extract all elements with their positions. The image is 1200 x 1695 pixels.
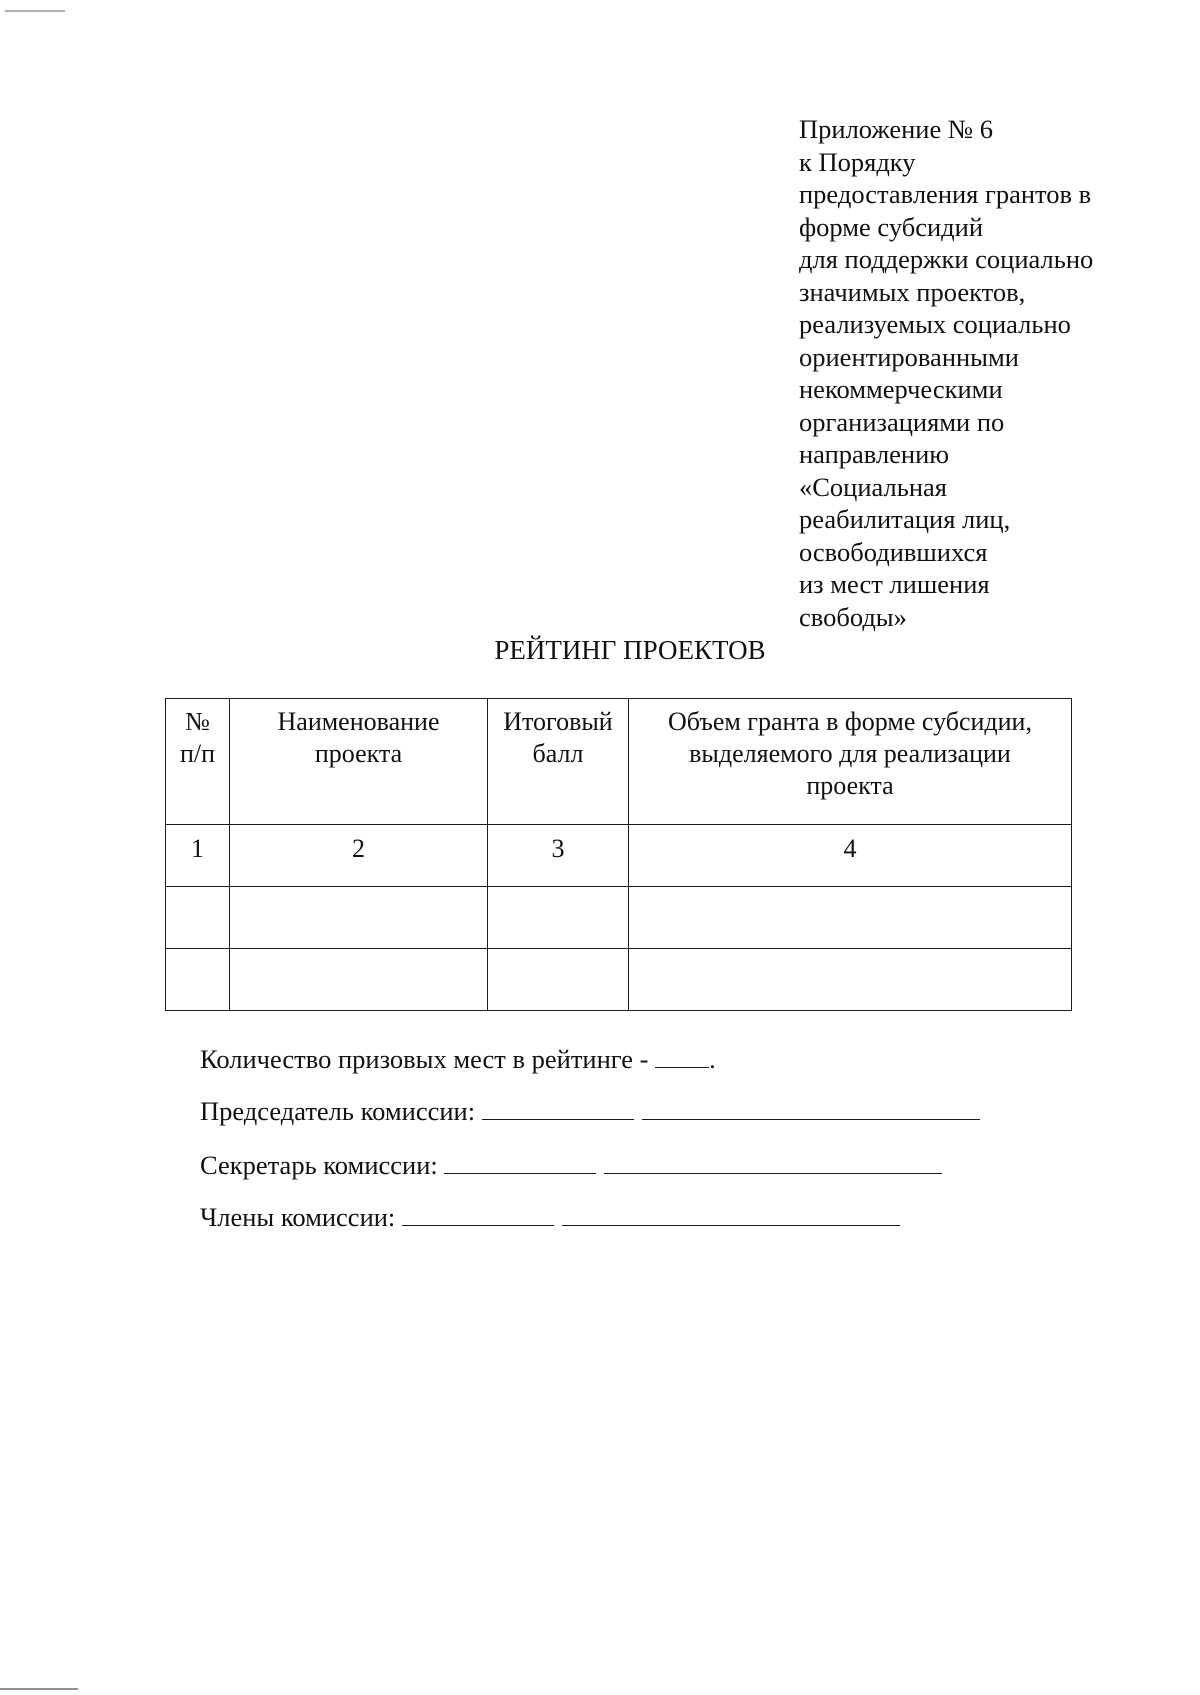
appendix-line: реабилитация лиц,	[799, 504, 1011, 534]
members-name-blank	[562, 1201, 900, 1226]
table-cell	[488, 887, 629, 949]
members-signature-blank	[402, 1201, 554, 1226]
header-line: №	[185, 707, 210, 736]
rating-table	[165, 698, 1072, 1011]
header-grant-amount	[629, 699, 1072, 825]
members-label: Члены комиссии:	[200, 1202, 396, 1232]
table-cell: 1	[166, 825, 230, 887]
table-header-row	[166, 699, 1072, 825]
table-cell	[166, 887, 230, 949]
prizes-end: .	[709, 1044, 716, 1074]
table-row	[166, 949, 1072, 1011]
secretary-name-blank	[604, 1149, 942, 1174]
appendix-block	[799, 113, 1129, 633]
scan-artifact	[0, 1688, 78, 1690]
header-line: проекта	[314, 739, 403, 768]
table-cell	[488, 949, 629, 1011]
scan-artifact	[5, 10, 65, 12]
header-line: балл	[532, 739, 584, 768]
secretary-signature-blank	[444, 1149, 596, 1174]
header-line: проекта	[806, 771, 894, 800]
chairman-name-blank	[642, 1095, 980, 1120]
appendix-line: значимых проектов,	[799, 276, 1026, 307]
appendix-line: направлению	[799, 439, 950, 469]
header-line: Итоговый	[503, 707, 613, 736]
header-line: Объем гранта в форме субсидии,	[668, 707, 1032, 736]
appendix-line: предоставления грантов в	[799, 179, 1092, 209]
header-line: п/п	[179, 739, 216, 768]
appendix-line: некоммерческими	[799, 374, 1003, 404]
table-row	[166, 887, 1072, 949]
header-total-score	[488, 699, 629, 825]
table-row	[166, 825, 1072, 887]
appendix-line: Приложение № 6	[799, 114, 994, 144]
prizes-label: Количество призовых мест в рейтинге -	[200, 1044, 649, 1074]
table-cell	[629, 949, 1072, 1011]
appendix-line: из мест лишения	[799, 569, 990, 599]
page-title: РЕЙТИНГ ПРОЕКТОВ	[494, 635, 766, 665]
appendix-line: реализуемых социально	[799, 309, 1071, 339]
table-cell	[166, 949, 230, 1011]
table-cell: 4	[629, 825, 1072, 887]
table-cell: 3	[488, 825, 629, 887]
prizes-line	[200, 1043, 716, 1075]
table-cell	[230, 887, 488, 949]
appendix-line: «Социальная	[799, 471, 947, 502]
chairman-label: Председатель комиссии:	[200, 1096, 476, 1126]
appendix-line: форме субсидий	[799, 211, 984, 242]
prizes-blank	[655, 1043, 709, 1068]
secretary-label: Секретарь комиссии:	[200, 1150, 438, 1180]
chairman-line	[200, 1095, 980, 1127]
members-line	[200, 1201, 900, 1233]
appendix-line: для поддержки социально	[799, 244, 1094, 274]
appendix-line: свободы»	[799, 601, 907, 632]
header-project-name	[230, 699, 488, 825]
table-cell	[230, 949, 488, 1011]
appendix-line: организациями по	[799, 406, 1005, 437]
secretary-line	[200, 1149, 942, 1181]
header-line: выделяемого для реализации	[689, 739, 1011, 768]
table-cell: 2	[230, 825, 488, 887]
chairman-signature-blank	[482, 1095, 634, 1120]
appendix-line: ориентированными	[799, 341, 1019, 372]
appendix-line: к Порядку	[799, 146, 916, 177]
table-cell	[629, 887, 1072, 949]
header-number	[166, 699, 230, 825]
appendix-line: освободившихся	[799, 536, 988, 567]
header-line: Наименование	[277, 707, 440, 736]
